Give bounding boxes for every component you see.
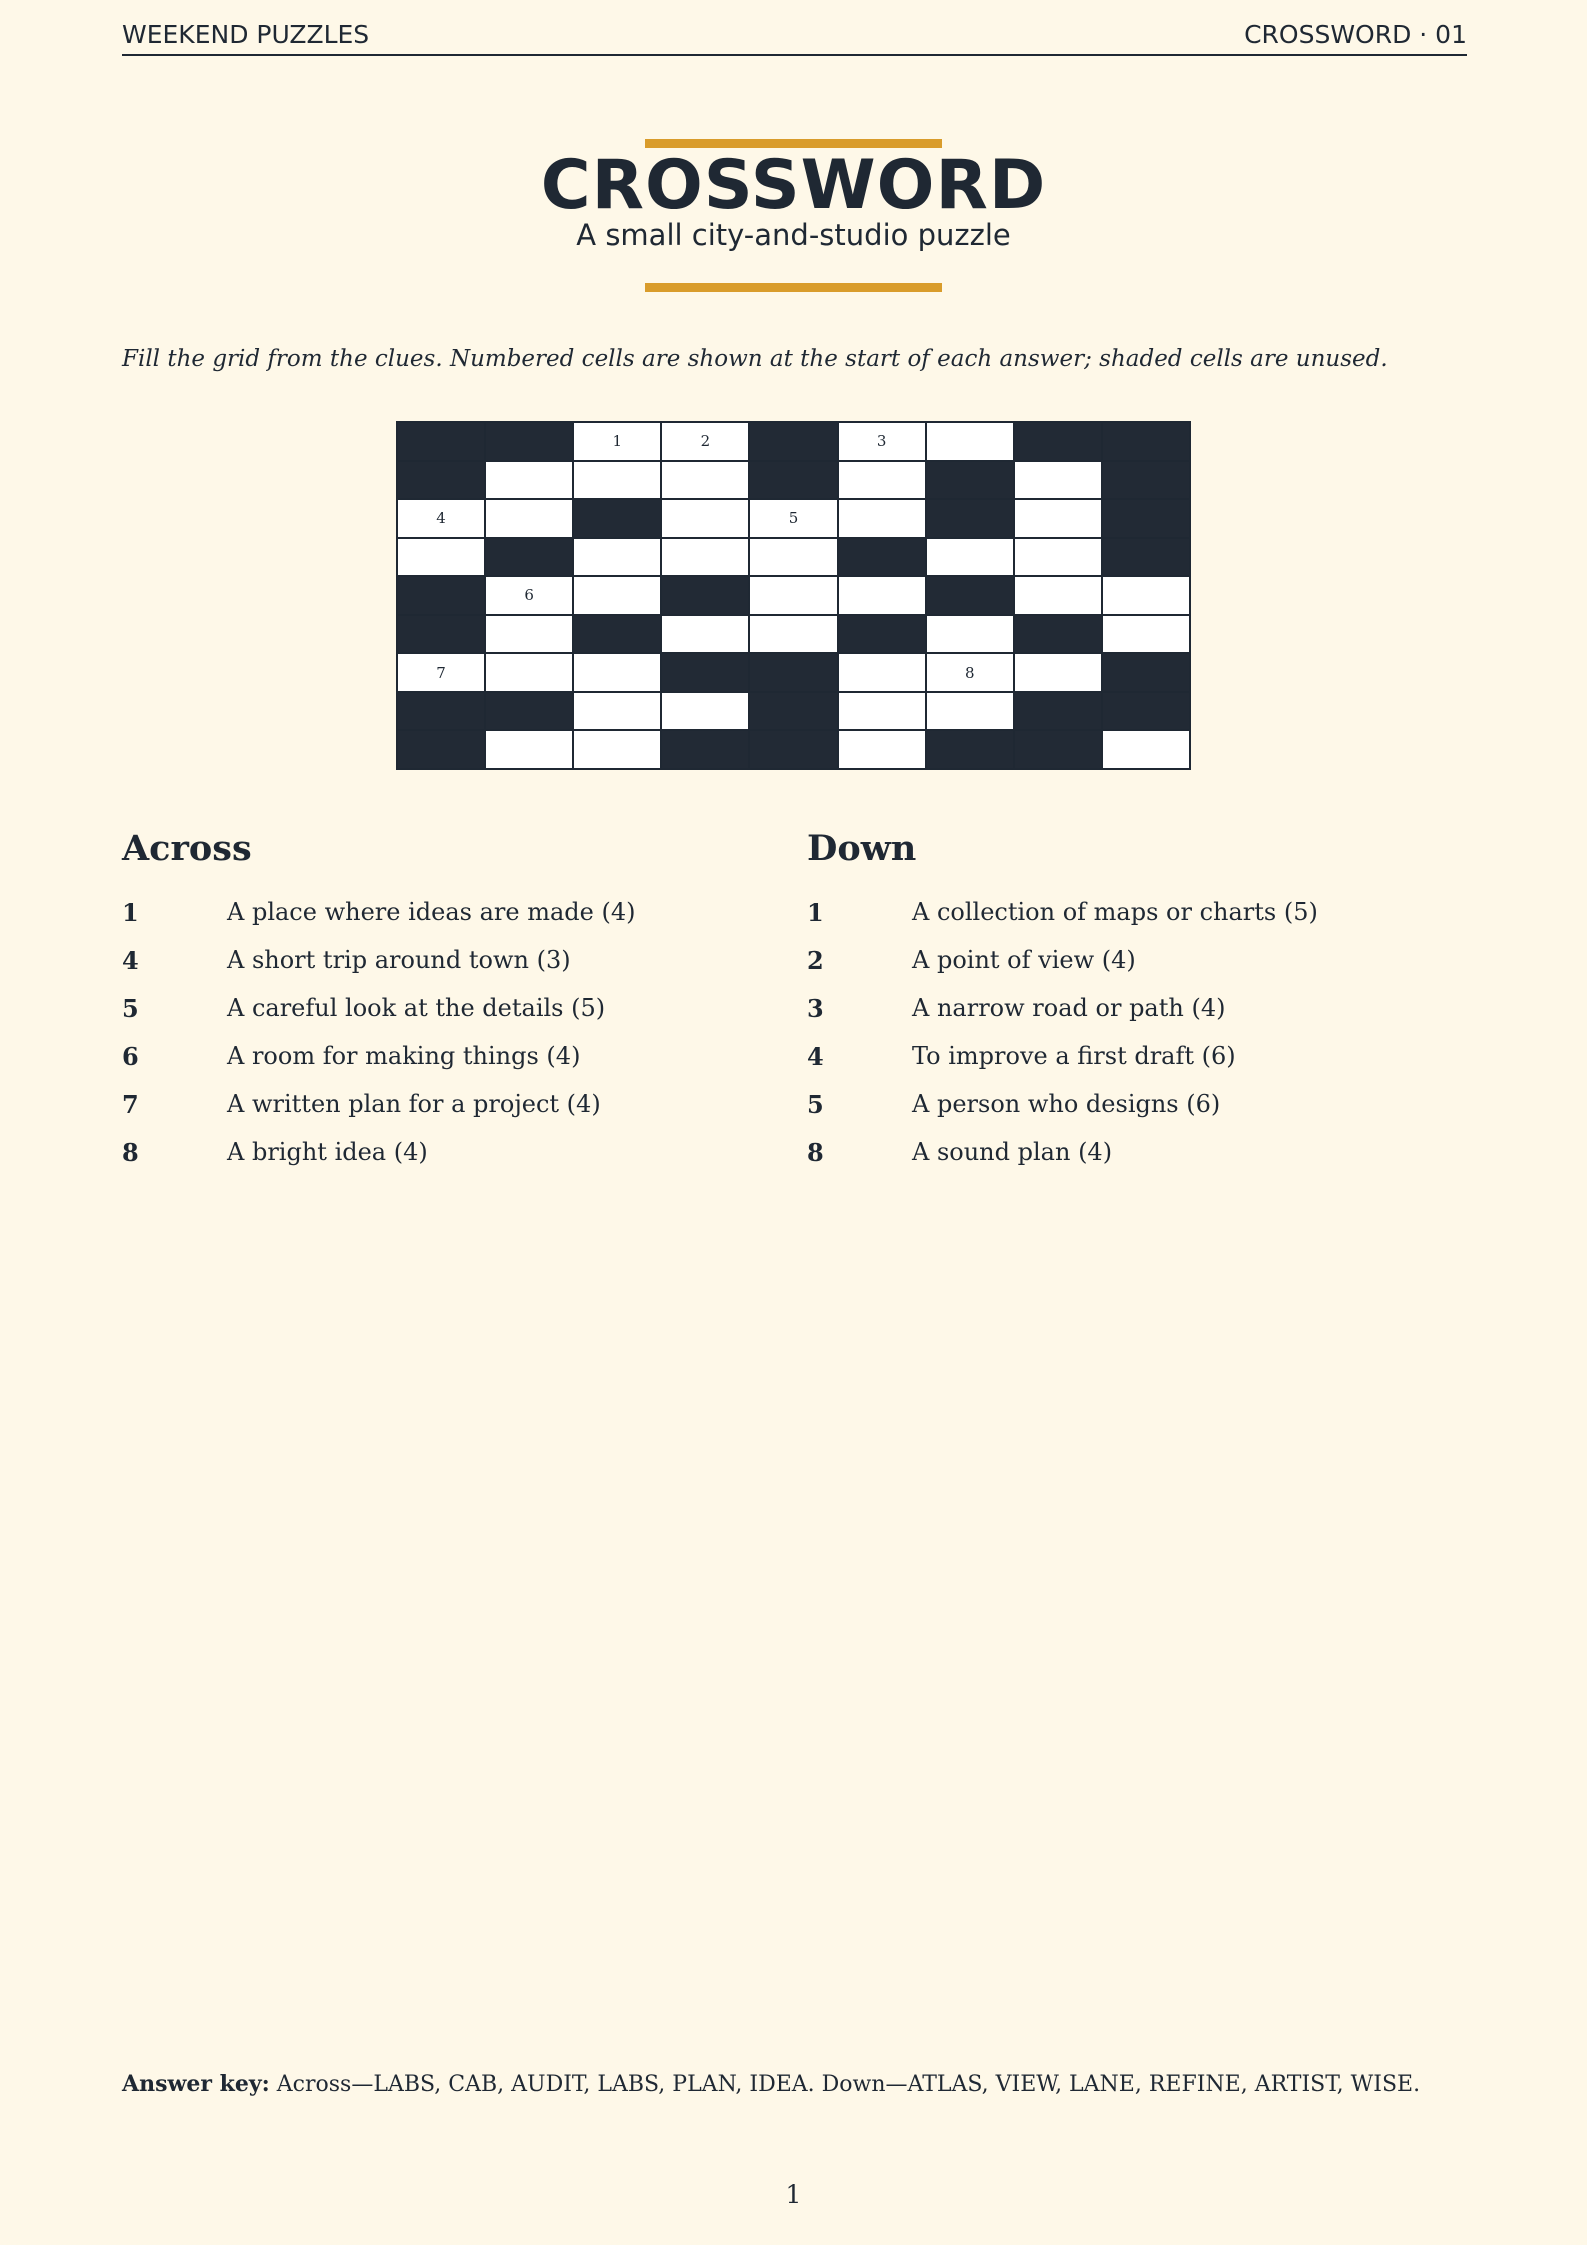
grid-cell[interactable] xyxy=(927,539,1013,576)
clue-number: 4 xyxy=(122,946,139,975)
grid-cell[interactable] xyxy=(574,539,660,576)
grid-numbered-cell[interactable]: 6 xyxy=(486,577,572,614)
clue-number: 8 xyxy=(807,1138,824,1167)
grid-cell[interactable] xyxy=(662,462,748,499)
grid-cell[interactable] xyxy=(398,539,484,576)
clue-number: 1 xyxy=(807,898,824,927)
grid-cell[interactable] xyxy=(574,693,660,730)
grid-cell[interactable] xyxy=(1015,500,1101,537)
across-clue xyxy=(122,1090,762,1138)
grid-cell[interactable] xyxy=(750,577,836,614)
grid-numbered-cell[interactable]: 2 xyxy=(662,423,748,460)
grid-block-cell xyxy=(398,462,484,499)
grid-block-cell xyxy=(662,731,748,768)
down-clue xyxy=(807,946,1447,994)
grid-cell[interactable] xyxy=(486,654,572,691)
grid-cell[interactable] xyxy=(927,423,1013,460)
grid-block-cell xyxy=(927,577,1013,614)
clue-text: A narrow road or path (4) xyxy=(912,994,1226,1022)
header-puzzle-label: CROSSWORD · 01 xyxy=(1244,20,1467,49)
across-clue xyxy=(122,898,762,946)
grid-cell[interactable] xyxy=(750,616,836,653)
grid-block-cell xyxy=(486,693,572,730)
clue-number: 5 xyxy=(807,1090,824,1119)
clue-text: A room for making things (4) xyxy=(227,1042,581,1070)
grid-cell[interactable] xyxy=(662,693,748,730)
grid-block-cell xyxy=(1015,731,1101,768)
grid-cell[interactable] xyxy=(486,462,572,499)
grid-cell[interactable] xyxy=(662,616,748,653)
grid-block-cell xyxy=(839,539,925,576)
grid-cell[interactable] xyxy=(1015,577,1101,614)
across-clue xyxy=(122,1042,762,1090)
answer-key-label: Answer key: xyxy=(122,2071,270,2097)
grid-block-cell xyxy=(662,654,748,691)
clue-text: A short trip around town (3) xyxy=(227,946,571,974)
page-header xyxy=(122,20,1467,56)
grid-cell[interactable] xyxy=(839,693,925,730)
grid-block-cell xyxy=(927,731,1013,768)
grid-numbered-cell[interactable]: 3 xyxy=(839,423,925,460)
grid-cell[interactable] xyxy=(839,500,925,537)
grid-cell[interactable] xyxy=(1103,616,1189,653)
grid-cell[interactable] xyxy=(839,577,925,614)
grid-block-cell xyxy=(750,654,836,691)
grid-block-cell xyxy=(662,577,748,614)
across-heading: Across xyxy=(122,828,252,869)
grid-cell[interactable] xyxy=(839,731,925,768)
grid-cell[interactable] xyxy=(486,616,572,653)
grid-cell[interactable] xyxy=(574,654,660,691)
page-subtitle: A small city-and-studio puzzle xyxy=(576,218,1011,252)
grid-cell[interactable] xyxy=(839,654,925,691)
clue-text: A point of view (4) xyxy=(912,946,1136,974)
clue-number: 2 xyxy=(807,946,824,975)
grid-cell[interactable] xyxy=(839,462,925,499)
across-clue xyxy=(122,946,762,994)
clue-number: 6 xyxy=(122,1042,139,1071)
clue-number: 5 xyxy=(122,994,139,1023)
grid-cell[interactable] xyxy=(927,693,1013,730)
clue-number: 8 xyxy=(122,1138,139,1167)
grid-block-cell xyxy=(398,616,484,653)
answer-key xyxy=(122,2070,1467,2099)
grid-cell[interactable] xyxy=(1103,731,1189,768)
grid-block-cell xyxy=(750,693,836,730)
down-clue xyxy=(807,1042,1447,1090)
down-clue xyxy=(807,1090,1447,1138)
grid-cell[interactable] xyxy=(662,500,748,537)
grid-cell[interactable] xyxy=(574,577,660,614)
clue-number: 7 xyxy=(122,1090,139,1119)
grid-cell[interactable] xyxy=(927,616,1013,653)
grid-numbered-cell[interactable]: 8 xyxy=(927,654,1013,691)
down-clue xyxy=(807,994,1447,1042)
grid-block-cell xyxy=(1103,462,1189,499)
clue-text: To improve a first draft (6) xyxy=(912,1042,1236,1070)
page-title: CROSSWORD xyxy=(540,146,1047,225)
grid-cell[interactable] xyxy=(750,539,836,576)
grid-block-cell xyxy=(1015,693,1101,730)
grid-block-cell xyxy=(750,462,836,499)
grid-cell[interactable] xyxy=(486,731,572,768)
clue-text: A sound plan (4) xyxy=(912,1138,1113,1166)
grid-block-cell xyxy=(486,423,572,460)
grid-block-cell xyxy=(927,462,1013,499)
clue-text: A bright idea (4) xyxy=(227,1138,428,1166)
grid-block-cell xyxy=(1015,616,1101,653)
grid-block-cell xyxy=(750,731,836,768)
clue-text: A place where ideas are made (4) xyxy=(227,898,636,926)
header-section-title: WEEKEND PUZZLES xyxy=(122,20,370,49)
down-clue xyxy=(807,1138,1447,1186)
grid-cell[interactable] xyxy=(662,539,748,576)
down-heading: Down xyxy=(807,828,917,869)
clue-text: A written plan for a project (4) xyxy=(227,1090,601,1118)
clue-number: 1 xyxy=(122,898,139,927)
grid-numbered-cell[interactable]: 5 xyxy=(750,500,836,537)
grid-numbered-cell[interactable]: 7 xyxy=(398,654,484,691)
grid-block-cell xyxy=(1103,500,1189,537)
grid-cell[interactable] xyxy=(1015,539,1101,576)
grid-cell[interactable] xyxy=(574,462,660,499)
grid-block-cell xyxy=(486,539,572,576)
grid-cell[interactable] xyxy=(574,731,660,768)
crossword-grid xyxy=(396,421,1191,770)
grid-block-cell xyxy=(1015,423,1101,460)
grid-block-cell xyxy=(574,616,660,653)
clue-text: A person who designs (6) xyxy=(912,1090,1221,1118)
grid-block-cell xyxy=(574,500,660,537)
clue-number: 4 xyxy=(807,1042,824,1071)
grid-cell[interactable] xyxy=(1015,654,1101,691)
clue-number: 3 xyxy=(807,994,824,1023)
down-clue-list xyxy=(807,898,1447,1186)
instructions: Fill the grid from the clues. Numbered cells are shown at the start of each answer; shaded cells are unused. xyxy=(122,346,1388,372)
grid-block-cell xyxy=(1103,539,1189,576)
grid-block-cell xyxy=(1103,654,1189,691)
grid-cell[interactable] xyxy=(1103,577,1189,614)
grid-block-cell xyxy=(398,577,484,614)
grid-block-cell xyxy=(398,423,484,460)
grid-block-cell xyxy=(398,731,484,768)
title-rule-bottom xyxy=(645,283,942,292)
answer-key-text: Across—LABS, CAB, AUDIT, LABS, PLAN, IDEA. Down—ATLAS, VIEW, LANE, REFINE, ARTIST, WISE. xyxy=(276,2072,1421,2097)
grid-cell[interactable] xyxy=(1015,462,1101,499)
grid-block-cell xyxy=(839,616,925,653)
grid-block-cell xyxy=(750,423,836,460)
across-clue xyxy=(122,1138,762,1186)
clue-text: A collection of maps or charts (5) xyxy=(912,898,1318,926)
grid-cell[interactable] xyxy=(486,500,572,537)
grid-numbered-cell[interactable]: 4 xyxy=(398,500,484,537)
page-number: 1 xyxy=(785,2180,802,2209)
across-clue xyxy=(122,994,762,1042)
down-clue xyxy=(807,898,1447,946)
across-clue-list xyxy=(122,898,762,1186)
clue-text: A careful look at the details (5) xyxy=(227,994,606,1022)
grid-block-cell xyxy=(927,500,1013,537)
grid-block-cell xyxy=(398,693,484,730)
grid-block-cell xyxy=(1103,693,1189,730)
grid-block-cell xyxy=(1103,423,1189,460)
grid-numbered-cell[interactable]: 1 xyxy=(574,423,660,460)
